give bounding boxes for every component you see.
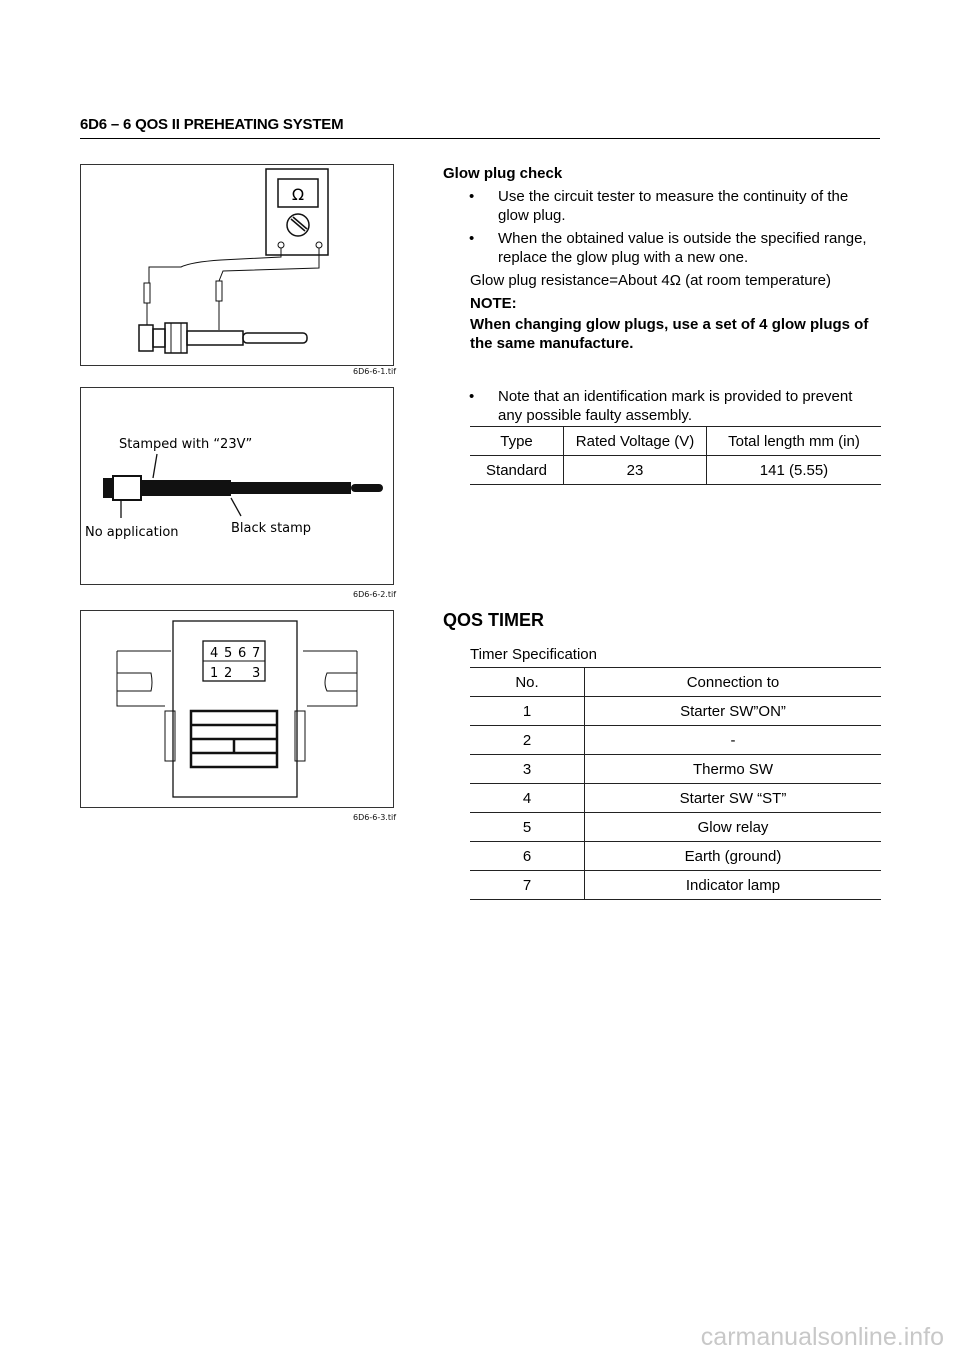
table-cell: 1 (470, 697, 585, 726)
table-cell: 7 (470, 871, 585, 900)
pin-label: 2 (224, 666, 233, 681)
table-cell: 6 (470, 842, 585, 871)
table-cell: 4 (470, 784, 585, 813)
bullet-dot: • (469, 388, 475, 405)
label-stamped: Stamped with “23V” (119, 437, 253, 452)
table-cell: Starter SW”ON” (585, 697, 882, 726)
table-cell: - (585, 726, 882, 755)
stamp-diagram (81, 388, 393, 584)
header-cell: No. (470, 668, 585, 697)
note-label: NOTE: (470, 295, 517, 312)
bullet-text: Note that an identification mark is provided to prevent any possible faulty assembly. (498, 388, 853, 424)
table-row (470, 784, 881, 813)
table-row (470, 813, 881, 842)
table-row (470, 456, 881, 485)
glow-plug-spec-table (470, 426, 881, 485)
header-cell: Connection to (585, 668, 882, 697)
pin-label: 5 (224, 646, 233, 661)
header-cell: Rated Voltage (V) (564, 427, 707, 456)
figure-caption: 6D6-6-1.tif (353, 367, 397, 376)
table-cell: Thermo SW (585, 755, 882, 784)
table-row (470, 726, 881, 755)
table-row (470, 755, 881, 784)
label-black-stamp: Black stamp (231, 521, 312, 536)
table-cell: Indicator lamp (585, 871, 882, 900)
pin-label: 4 (210, 646, 219, 661)
page-header: 6D6 – 6 QOS II PREHEATING SYSTEM (80, 116, 880, 139)
ohm-symbol: Ω (291, 185, 305, 204)
timer-spec-table (470, 667, 881, 900)
table-cell: Earth (ground) (585, 842, 882, 871)
table-cell: Glow relay (585, 813, 882, 842)
header-cell: Type (470, 427, 564, 456)
table-cell: Starter SW “ST” (585, 784, 882, 813)
bullet-dot: • (469, 188, 475, 205)
glow-check-bullet-2 (470, 229, 880, 267)
identification-bullet (470, 387, 880, 425)
bullet-text: When the obtained value is outside the specified range, replace the glow plug with a new one. (498, 230, 867, 266)
pin-label: 3 (252, 666, 261, 681)
table-row (470, 842, 881, 871)
table-header-row (470, 668, 881, 697)
figure-glow-plug-stamp (80, 387, 394, 585)
table-row (470, 697, 881, 726)
bullet-dot: • (469, 230, 475, 247)
timer-spec-subtitle: Timer Specification (470, 646, 597, 663)
table-row (470, 871, 881, 900)
watermark: carmanualsonline.info (700, 1323, 944, 1351)
glow-plug-resistance: Glow plug resistance=About 4Ω (at room temperature) (470, 272, 831, 289)
label-no-application: No application (85, 525, 179, 540)
table-cell: 2 (470, 726, 585, 755)
figure-caption: 6D6-6-2.tif (353, 590, 397, 599)
bullet-text: Use the circuit tester to measure the continuity of the glow plug. (498, 188, 849, 224)
table-cell: 23 (564, 456, 707, 485)
tester-diagram (81, 165, 393, 365)
table-cell: Standard (470, 456, 564, 485)
table-cell: 5 (470, 813, 585, 842)
pin-label: 7 (252, 646, 261, 661)
table-cell: 3 (470, 755, 585, 784)
figure-caption: 6D6-6-3.tif (353, 813, 397, 822)
glow-check-title: Glow plug check (443, 165, 563, 182)
figure-glow-plug-tester (80, 164, 394, 366)
note-text: When changing glow plugs, use a set of 4 glow plugs of the same manufacture. (470, 316, 869, 352)
table-cell: 141 (5.55) (707, 456, 882, 485)
header-cell: Total length mm (in) (707, 427, 882, 456)
pin-label: 6 (238, 646, 247, 661)
glow-check-bullet-1 (470, 187, 880, 225)
timer-diagram (81, 611, 393, 807)
table-header-row (470, 427, 881, 456)
figure-qos-timer (80, 610, 394, 808)
qos-timer-title: QOS TIMER (443, 610, 545, 630)
pin-label: 1 (210, 666, 219, 681)
